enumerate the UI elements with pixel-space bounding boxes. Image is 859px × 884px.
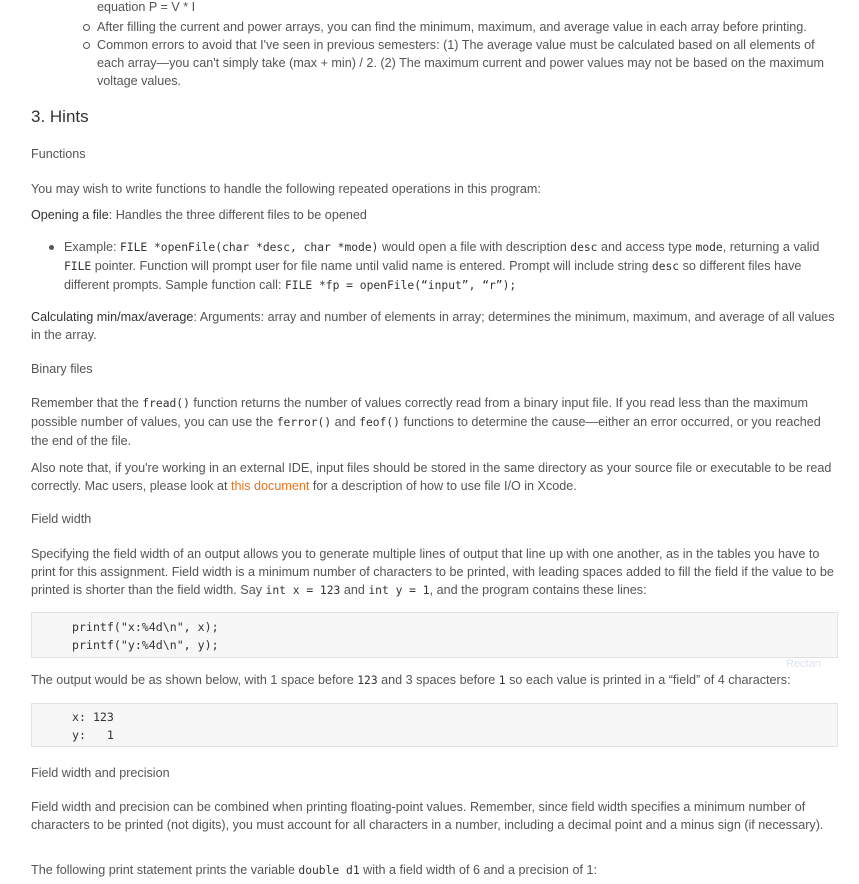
text: with a field width of 6 and a precision of 1: <box>359 863 597 877</box>
xcode-document-link[interactable]: this document <box>230 479 310 493</box>
text: would open a file with description <box>378 240 571 254</box>
functions-heading: Functions <box>31 147 86 161</box>
text: and <box>331 415 360 429</box>
text: function returns the number of values correctly read from a binary input file. If you read less than the maximum possible number of values, you can use the <box>31 396 808 429</box>
text: The following print statement prints the variable <box>31 863 299 877</box>
ide-paragraph <box>31 459 841 495</box>
output-paragraph <box>31 671 841 690</box>
text: and access type <box>597 240 696 254</box>
inline-code: feof() <box>359 416 400 429</box>
inline-code: FILE *fp = openFile(“input”, “r”); <box>284 279 517 292</box>
field-width-heading: Field width <box>31 512 92 526</box>
calc-paragraph <box>31 308 841 344</box>
text: pointer. Function will prompt user for file name until valid name is entered. Prompt will include string <box>91 259 652 273</box>
code-line: printf("y:%4d\n", y); <box>72 638 219 652</box>
text: Also note that, if you're working in an external IDE, input files should be stored in the same directory as your source file or executable to be read correctly. Mac users, please look at <box>31 461 832 493</box>
last-paragraph <box>31 861 841 880</box>
code-line: y: 1 <box>72 728 114 742</box>
inline-code: 1 <box>498 674 506 687</box>
inline-code: double d1 <box>298 864 360 877</box>
opening-label: Opening a file <box>31 208 109 222</box>
inline-code: desc <box>570 241 598 254</box>
text: so different files have different prompts. Sample function call: <box>64 259 802 292</box>
code-line: printf("x:%4d\n", x); <box>72 620 219 634</box>
code-line: x: 123 <box>72 710 114 724</box>
inline-code: FILE *openFile(char *desc, char *mode) <box>120 241 379 254</box>
field-width-precision-heading: Field width and precision <box>31 766 170 780</box>
list-item: After filling the current and power arrays, you can find the minimum, maximum, and average value in each array before printing. <box>97 18 837 36</box>
calc-label: Calculating min/max/average <box>31 310 194 324</box>
inline-code: mode <box>695 241 723 254</box>
inline-code: int y = 1 <box>368 584 430 597</box>
text: , and the program contains these lines: <box>429 583 647 597</box>
output-code-block <box>31 703 838 747</box>
text: The output would be as shown below, with 1 space before <box>31 673 358 687</box>
text: and 3 spaces before <box>377 673 499 687</box>
section-title: 3. Hints <box>31 107 89 126</box>
opening-file-paragraph <box>31 206 841 224</box>
text: Remember that the <box>31 396 143 410</box>
functions-intro: You may wish to write functions to handle the following repeated operations in this program: <box>31 182 541 196</box>
text: , returning a valid <box>722 240 820 254</box>
field-width-paragraph <box>31 545 841 600</box>
opening-text: : Handles the three different files to be opened <box>108 208 367 222</box>
text: functions to determine the cause—either an error occurred, or you reached the end of the file. <box>31 415 821 448</box>
text: for a description of how to use file I/O in Xcode. <box>309 479 577 493</box>
equation-line: equation P = V * I <box>97 0 196 14</box>
binary-heading: Binary files <box>31 362 93 376</box>
field-width-precision-paragraph: Field width and precision can be combined when printing floating-point values. Remember, since field width specifies a minimum number of characters to be printed (not digits), you must account for all characters in a number, including a decimal point and a minus sign (if necessary). <box>31 800 824 832</box>
inline-code: 123 <box>357 674 378 687</box>
inline-code: int x = 123 <box>265 584 341 597</box>
overlay-label: Rectan <box>786 658 821 670</box>
text: so each value is printed in a “field” of 4 characters: <box>505 673 791 687</box>
text: and <box>340 583 369 597</box>
inline-code: fread() <box>142 397 190 410</box>
example-list-item <box>64 238 839 295</box>
text: Specifying the field width of an output allows you to generate multiple lines of output that line up with one another, as in the tables you have to print for this assignment. Field width is a minimum number of characters to be printed, with leading spaces added to fill the field if the value to be printed is shorter than the field width. Say <box>31 547 834 597</box>
calc-text: : Arguments: array and number of elements in array; determines the minimum, maximum, and average of all values in the array. <box>31 310 835 342</box>
example-prefix: Example: <box>64 240 120 254</box>
binary-paragraph <box>31 394 841 450</box>
inline-code: ferror() <box>276 416 332 429</box>
code-block <box>31 612 838 658</box>
list-item: Common errors to avoid that I've seen in previous semesters: (1) The average value must be calculated based on all elements of each array—you can't simply take (max + min) / 2. (2) The maximum current and power values may not be based on the maximum voltage values. <box>97 36 837 90</box>
inline-code: FILE <box>64 260 92 273</box>
inline-code: desc <box>651 260 680 273</box>
